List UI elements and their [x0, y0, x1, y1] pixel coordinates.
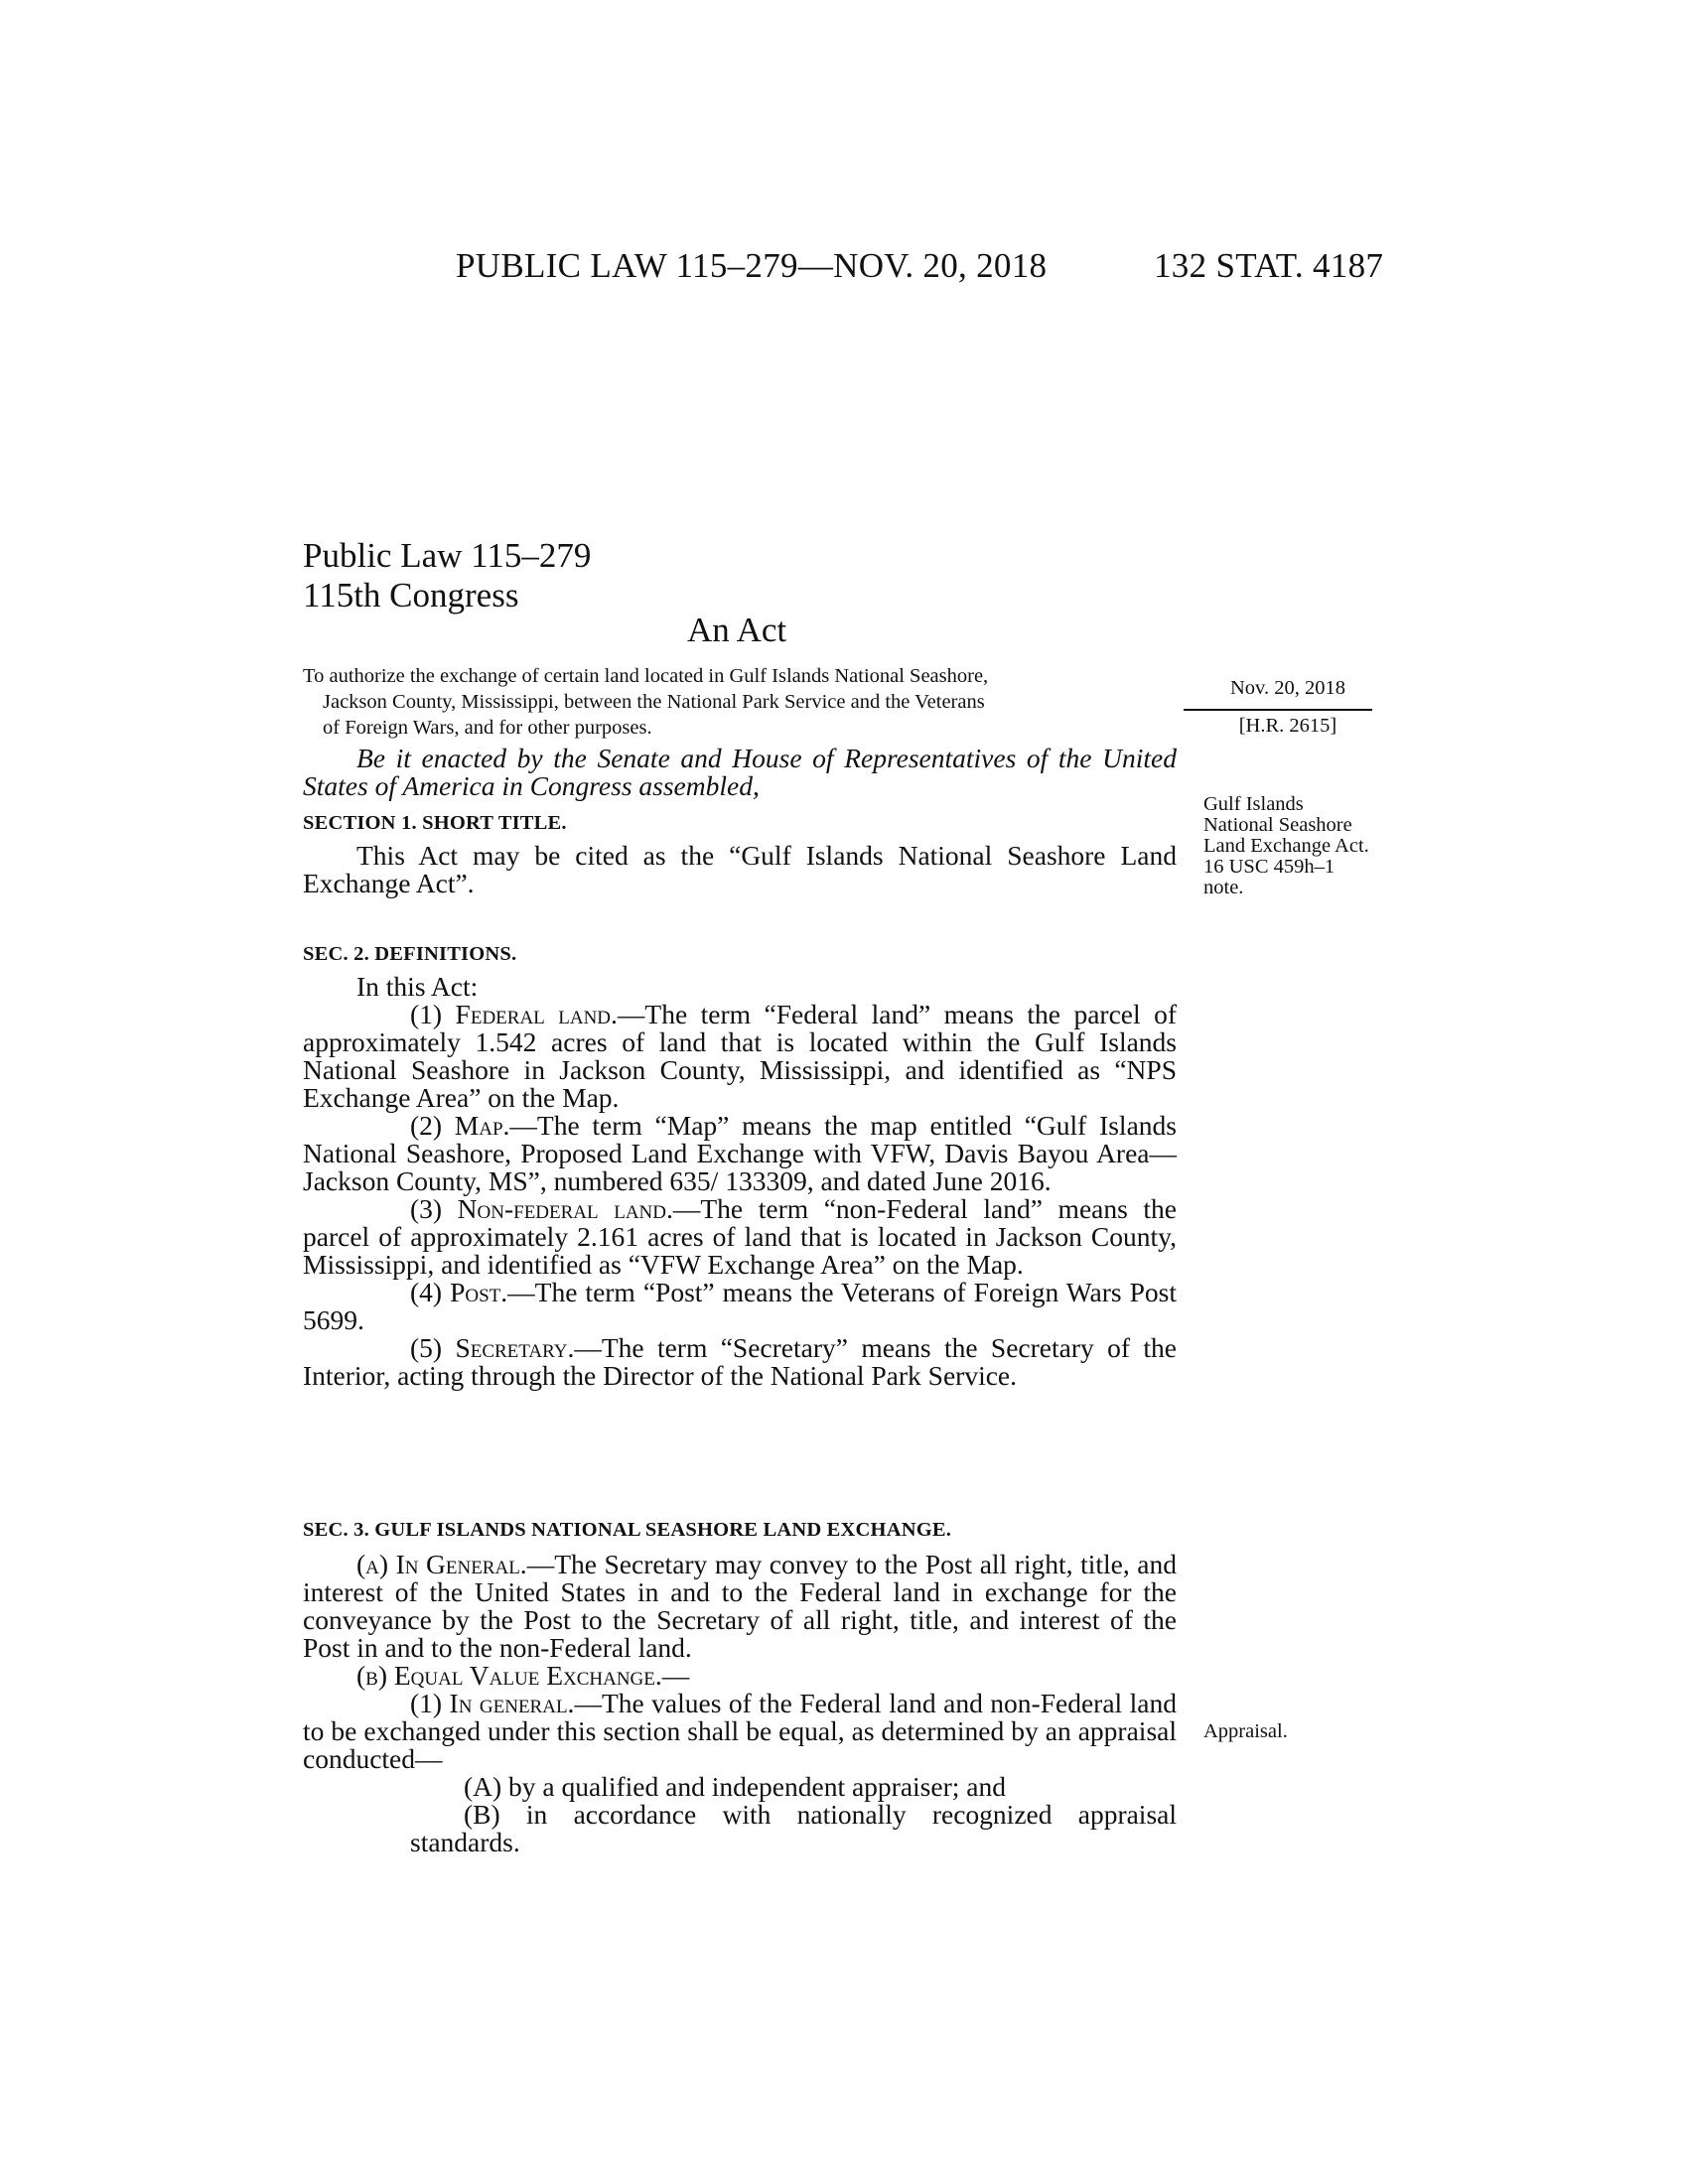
paragraph-b1: (1) In general.—The values of the Federal land and non-Federal land to be exchanged under this section shall be equal, as determined by an appraisal conducted— [303, 1688, 1177, 1774]
public-law-number: Public Law 115–279 [303, 536, 592, 575]
margin-divider [1184, 709, 1372, 711]
purpose-line: Jackson County, Mississippi, between the National Park Service and the Veterans [323, 691, 985, 713]
definition-secretary: (5) Secretary.—The term “Secretary” means the Secretary of the Interior, acting through the Director of the National Park Service. [303, 1332, 1177, 1391]
section-2-heading: SEC. 2. DEFINITIONS. [303, 943, 517, 965]
margin-enactment-date: Nov. 20, 2018 [1230, 677, 1345, 699]
an-act-heading: An Act [687, 611, 787, 649]
purpose-line: of Foreign Wars, and for other purposes. [323, 717, 652, 739]
margin-bill-number: [H.R. 2615] [1238, 715, 1337, 737]
definition-post: (4) Post.—The term “Post” means the Veterans of Foreign Wars Post 5699. [303, 1277, 1177, 1335]
subsection-a: (a) In General.—The Secretary may convey to the Post all right, title, and interest of the United States in and to the Federal land in exchange for the conveyance by the Post to the Secretary of all right, title, and interest of the Post in and to the non-Federal land. [303, 1549, 1177, 1663]
definition-map: (2) Map.—The term “Map” means the map entitled “Gulf Islands National Seashore, Proposed Land Exchange with VFW, Davis Bayou Area—Jackson County, MS”, numbered 635/ 133309, and dated June 2016. [303, 1110, 1177, 1196]
margin-note-appraisal: Appraisal. [1203, 1720, 1288, 1742]
definition-federal-land: (1) Federal land.—The term “Federal land” means the parcel of approximately 1.542 acres of land that is located within the Gulf Islands National Seashore in Jackson County, Mississippi, and identified as “NPS Exchange Area” on the Map. [303, 999, 1177, 1113]
section-3-body [303, 1551, 1177, 1856]
purpose-line: To authorize the exchange of certain land located in Gulf Islands National Seashore, [303, 665, 989, 687]
margin-note-short-title: Gulf Islands National Seashore Land Exchange Act. 16 USC 459h–1 note. [1203, 793, 1369, 898]
subsection-b: (b) Equal Value Exchange.— [356, 1660, 690, 1691]
definition-non-federal-land: (3) Non-federal land.—The term “non-Federal land” means the parcel of approximately 2.161 acres of land that is located in Jackson County, Mississippi, and identified as “VFW Exchange Area” on the Map. [303, 1193, 1178, 1280]
enacting-clause: Be it enacted by the Senate and House of Representatives of the United States of America in Congress assembled, [303, 743, 1177, 801]
purpose-statement [303, 663, 1177, 741]
section-2-body [303, 973, 1177, 1390]
section-1-body [303, 842, 1177, 897]
subparagraph-b: (B) in accordance with nationally recognized appraisal standards. [410, 1799, 1177, 1857]
running-head-left: PUBLIC LAW 115–279—NOV. 20, 2018 [456, 246, 1048, 285]
section-3-heading: SEC. 3. GULF ISLANDS NATIONAL SEASHORE LAND EXCHANGE. [303, 1519, 952, 1541]
subparagraph-a: (A) by a qualified and independent appraiser; and [464, 1771, 1006, 1802]
running-head-right: 132 STAT. 4187 [1154, 246, 1384, 285]
section-1-heading: SECTION 1. SHORT TITLE. [303, 812, 567, 834]
congress-number: 115th Congress [303, 576, 519, 614]
definitions-intro: In this Act: [356, 971, 479, 1002]
law-heading [303, 536, 591, 615]
section-1-text: This Act may be cited as the “Gulf Islands National Seashore Land Exchange Act”. [303, 840, 1177, 898]
